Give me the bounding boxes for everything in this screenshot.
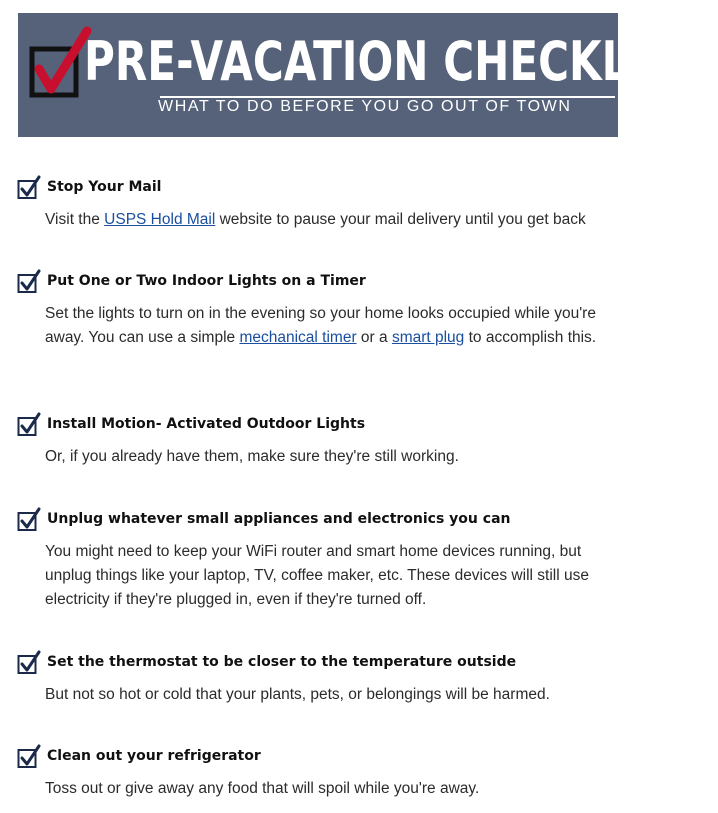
header-banner <box>18 13 718 137</box>
item-heading: Stop Your Mail <box>47 179 162 195</box>
checkbox-checked-icon <box>17 745 41 769</box>
item-heading: Unplug whatever small appliances and electronics you can <box>47 511 511 527</box>
banner-subtitle: WHAT TO DO BEFORE YOU GO OUT OF TOWN <box>158 98 572 115</box>
item-heading: Put One or Two Indoor Lights on a Timer <box>47 273 366 289</box>
item-heading: Set the thermostat to be closer to the temperature outside <box>47 654 517 670</box>
item-description: You might need to keep your WiFi router and smart home devices running, but unplug things like your laptop, TV, coffee maker, etc. These devices will still use electricity if they're plugged in, even if they're turned off. <box>45 543 589 608</box>
item-heading: Clean out your refrigerator <box>47 748 261 764</box>
mechanical-timer-link[interactable]: mechanical timer <box>239 329 357 346</box>
smart-plug-link[interactable]: smart plug <box>391 329 465 346</box>
item-description: Or, if you already have them, make sure they're still working. <box>45 448 459 465</box>
item-description: Toss out or give away any food that will spoil while you're away. <box>45 780 480 797</box>
checkbox-checked-icon <box>17 176 41 200</box>
large-red-checkmark-icon <box>29 27 91 103</box>
item-heading: Install Motion- Activated Outdoor Lights <box>47 416 366 432</box>
checkbox-checked-icon <box>17 508 41 532</box>
checkbox-checked-icon <box>17 651 41 675</box>
checkbox-checked-icon <box>17 413 41 437</box>
checkbox-checked-icon <box>17 270 41 294</box>
banner-title: PRE-VACATION CHECKLIST: <box>84 30 718 93</box>
item-description: But not so hot or cold that your plants, pets, or belongings will be harmed. <box>45 686 550 703</box>
item-description: Set the lights to turn on in the evening so your home looks occupied while you're away. You can use a simple mechanical timer or a smart plug to accomplish this. <box>45 305 597 346</box>
item-description: Visit the USPS Hold Mail website to pause your mail delivery until you get back <box>45 211 586 228</box>
usps-hold-mail-link[interactable]: USPS Hold Mail <box>104 211 216 228</box>
